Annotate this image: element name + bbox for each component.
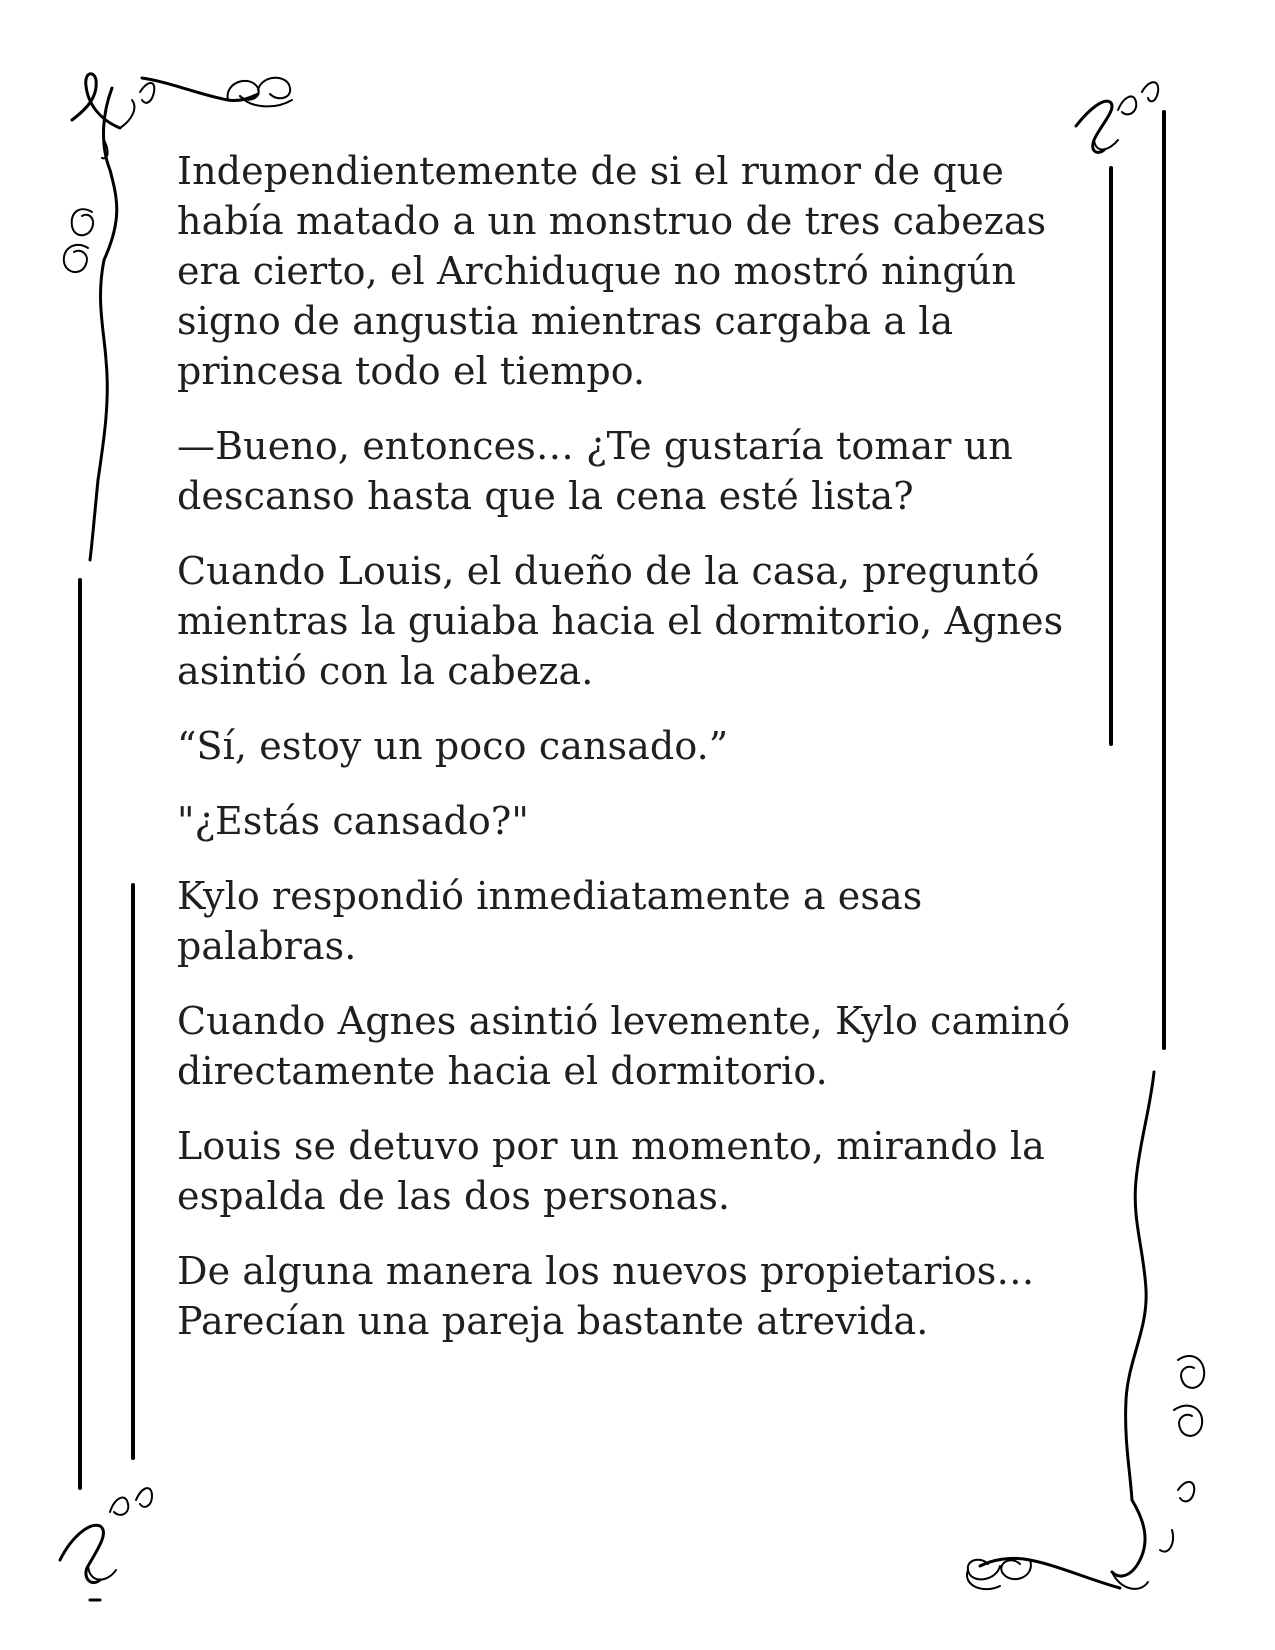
paragraph: Independientemente de si el rumor de que había matado a un monstruo de tres cabezas era cierto, el Archiduque no mostró ningún signo de angustia mientras cargaba a la princesa todo el tiempo. [177, 149, 1047, 393]
paragraph: "¿Estás cansado?" [177, 799, 529, 843]
paragraph: “Sí, estoy un poco cansado.” [177, 724, 729, 768]
paragraph: De alguna manera los nuevos propietarios… Parecían una pareja bastante atrevida. [177, 1249, 1035, 1343]
flourish-top-right-icon [1076, 82, 1158, 152]
paragraph: —Bueno, entonces… ¿Te gustaría tomar un descanso hasta que la cena esté lista? [177, 424, 1013, 518]
paragraph: Cuando Louis, el dueño de la casa, preguntó mientras la guiaba hacia el dormitorio, Agnes asintió con la cabeza. [177, 549, 1064, 693]
paragraph: Louis se detuvo por un momento, mirando la espalda de las dos personas. [177, 1124, 1045, 1218]
story-text [177, 146, 1082, 1371]
paragraph: Cuando Agnes asintió levemente, Kylo caminó directamente hacia el dormitorio. [177, 999, 1071, 1093]
paragraph: Kylo respondió inmediatamente a esas palabras. [177, 874, 923, 968]
flourish-bottom-left-icon [60, 1488, 152, 1600]
